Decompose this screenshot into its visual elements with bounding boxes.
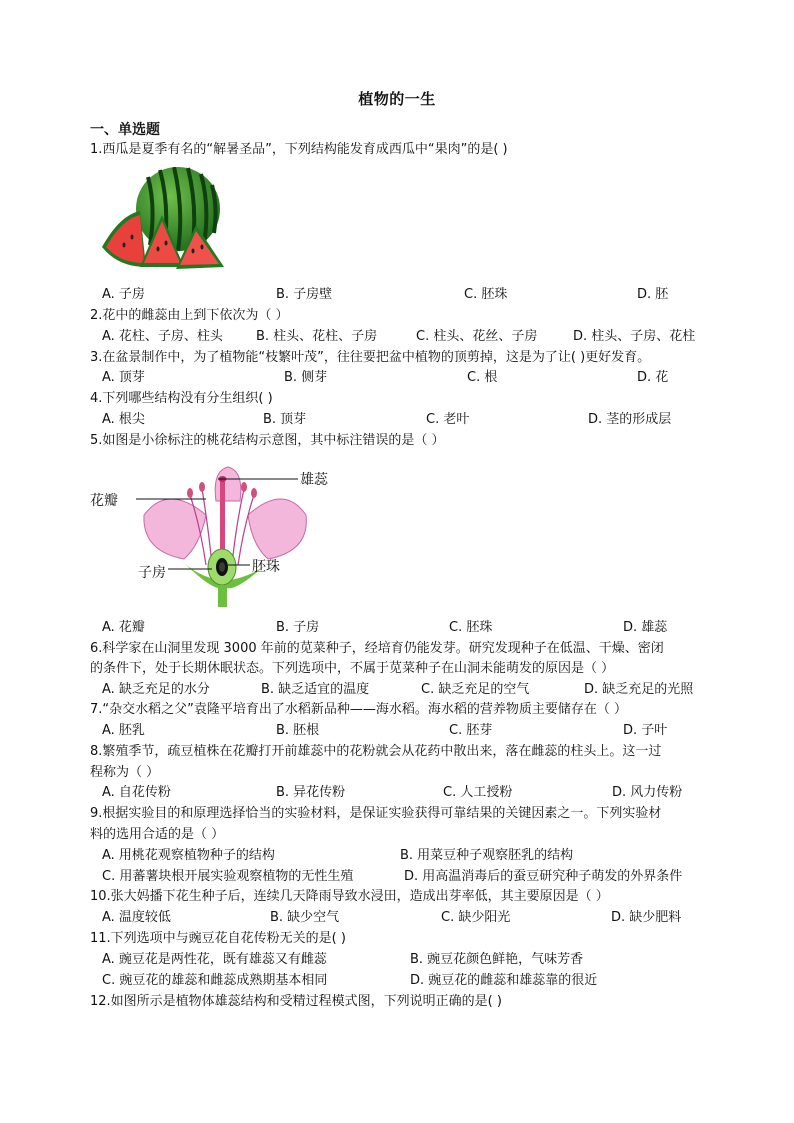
option-c[interactable]: C. 老叶 <box>426 412 470 427</box>
option-d[interactable]: D. 茎的形成层 <box>588 412 672 427</box>
question-4-stem: 4.下列哪些结构没有分生组织( ) <box>90 391 273 406</box>
question-5-stem: 5.如图是小徐标注的桃花结构示意图，其中标注错误的是（ ） <box>90 433 445 448</box>
option-b[interactable]: B. 柱头、花柱、子房 <box>256 329 378 344</box>
option-a[interactable]: A. 根尖 <box>102 412 145 427</box>
peach-flower-diagram <box>88 465 338 607</box>
option-c[interactable]: C. 用蕃薯块根开展实验观察植物的无性生殖 <box>102 869 354 884</box>
question-12-stem: 12.如图所示是植物体雄蕊结构和受精过程模式图，下列说明正确的是( ) <box>90 994 502 1009</box>
option-a[interactable]: A. 温度较低 <box>102 910 171 925</box>
watermelon-image <box>100 167 226 275</box>
option-b[interactable]: B. 侧芽 <box>284 370 328 385</box>
option-d[interactable]: D. 风力传粉 <box>612 785 683 800</box>
option-b[interactable]: B. 子房壁 <box>276 287 333 302</box>
option-d[interactable]: D. 用高温消毒后的蚕豆研究种子萌发的外界条件 <box>404 869 683 884</box>
option-a[interactable]: A. 顶芽 <box>102 370 145 385</box>
option-b[interactable]: B. 胚根 <box>276 723 320 738</box>
question-6-stem-line-1: 6.科学家在山洞里发现 3000 年前的苋菜种子，经培育仍能发芽。研究发现种子在低温、干燥、密闭 <box>90 641 664 656</box>
option-c[interactable]: C. 根 <box>467 370 498 385</box>
option-d[interactable]: D. 缺少肥料 <box>611 910 682 925</box>
label-ovule: 胚珠 <box>252 559 280 575</box>
option-a[interactable]: A. 花瓣 <box>102 620 145 635</box>
section-heading: 一、单选题 <box>90 122 160 138</box>
option-b[interactable]: B. 豌豆花颜色鲜艳，气味芳香 <box>410 952 584 967</box>
question-1-stem: 1.西瓜是夏季有名的“解暑圣品”，下列结构能发育成西瓜中“果肉”的是( ) <box>90 142 508 157</box>
option-c[interactable]: C. 缺乏充足的空气 <box>421 682 530 697</box>
label-ovary: 子房 <box>138 565 166 581</box>
option-c[interactable]: C. 缺少阳光 <box>441 910 511 925</box>
option-b[interactable]: B. 子房 <box>276 620 320 635</box>
question-8-stem-line-1: 8.繁殖季节，疏豆植株在花瓣打开前雄蕊中的花粉就会从花药中散出来，落在雌蕊的柱头上。这一过 <box>90 744 662 759</box>
option-a[interactable]: A. 自花传粉 <box>102 785 171 800</box>
question-10-stem: 10.张大妈播下花生种子后，连续几天降雨导致水浸田，造成出芽率低，其主要原因是（ ） <box>90 889 609 904</box>
question-9-stem-line-2: 料的选用合适的是（ ） <box>90 827 225 842</box>
page-title: 植物的一生 <box>358 90 436 108</box>
label-petal: 花瓣 <box>90 493 118 509</box>
question-9-stem-line-1: 9.根据实验目的和原理选择恰当的实验材料，是保证实验获得可靠结果的关键因素之一。下列实验材 <box>90 806 662 821</box>
option-b[interactable]: B. 异花传粉 <box>276 785 346 800</box>
option-d[interactable]: D. 子叶 <box>623 723 668 738</box>
option-b[interactable]: B. 用菜豆种子观察胚乳的结构 <box>400 848 574 863</box>
question-8-stem-line-2: 程称为（ ） <box>90 765 160 780</box>
option-d[interactable]: D. 花 <box>637 370 669 385</box>
question-2-stem: 2.花中的雌蕊由上到下依次为（ ） <box>90 308 289 323</box>
question-11-stem: 11.下列选项中与豌豆花自花传粉无关的是( ) <box>90 931 346 946</box>
option-d[interactable]: D. 缺乏充足的光照 <box>584 682 694 697</box>
option-a[interactable]: A. 胚乳 <box>102 723 145 738</box>
option-d[interactable]: D. 豌豆花的雌蕊和雄蕊靠的很近 <box>410 973 598 988</box>
label-stamen: 雄蕊 <box>300 472 328 488</box>
option-b[interactable]: B. 缺少空气 <box>270 910 340 925</box>
option-a[interactable]: A. 花柱、子房、柱头 <box>102 329 223 344</box>
question-7-stem: 7.“杂交水稻之父”袁隆平培育出了水稻新品种——海水稻。海水稻的营养物质主要储存在（ ） <box>90 702 628 717</box>
option-d[interactable]: D. 胚 <box>637 287 669 302</box>
option-a[interactable]: A. 用桃花观察植物种子的结构 <box>102 848 275 863</box>
option-c[interactable]: C. 胚芽 <box>449 723 493 738</box>
option-b[interactable]: B. 顶芽 <box>263 412 307 427</box>
option-c[interactable]: C. 人工授粉 <box>443 785 513 800</box>
question-6-stem-line-2: 的条件下，处于长期休眠状态。下列选项中，不属于苋菜种子在山洞未能萌发的原因是（ ） <box>90 661 615 676</box>
option-c[interactable]: C. 豌豆花的雄蕊和雌蕊成熟期基本相同 <box>102 973 328 988</box>
option-a[interactable]: A. 子房 <box>102 287 145 302</box>
option-a[interactable]: A. 缺乏充足的水分 <box>102 682 210 697</box>
option-b[interactable]: B. 缺乏适宜的温度 <box>261 682 370 697</box>
option-a[interactable]: A. 豌豆花是两性花，既有雄蕊又有雌蕊 <box>102 952 327 967</box>
option-c[interactable]: C. 柱头、花丝、子房 <box>416 329 538 344</box>
option-c[interactable]: C. 胚珠 <box>449 620 493 635</box>
option-d[interactable]: D. 柱头、子房、花柱 <box>573 329 696 344</box>
option-d[interactable]: D. 雄蕊 <box>623 620 668 635</box>
option-c[interactable]: C. 胚珠 <box>464 287 508 302</box>
question-3-stem: 3.在盆景制作中，为了植物能“枝繁叶茂”，往往要把盆中植物的顶剪掉，这是为了让( )更好发育。 <box>90 350 651 365</box>
